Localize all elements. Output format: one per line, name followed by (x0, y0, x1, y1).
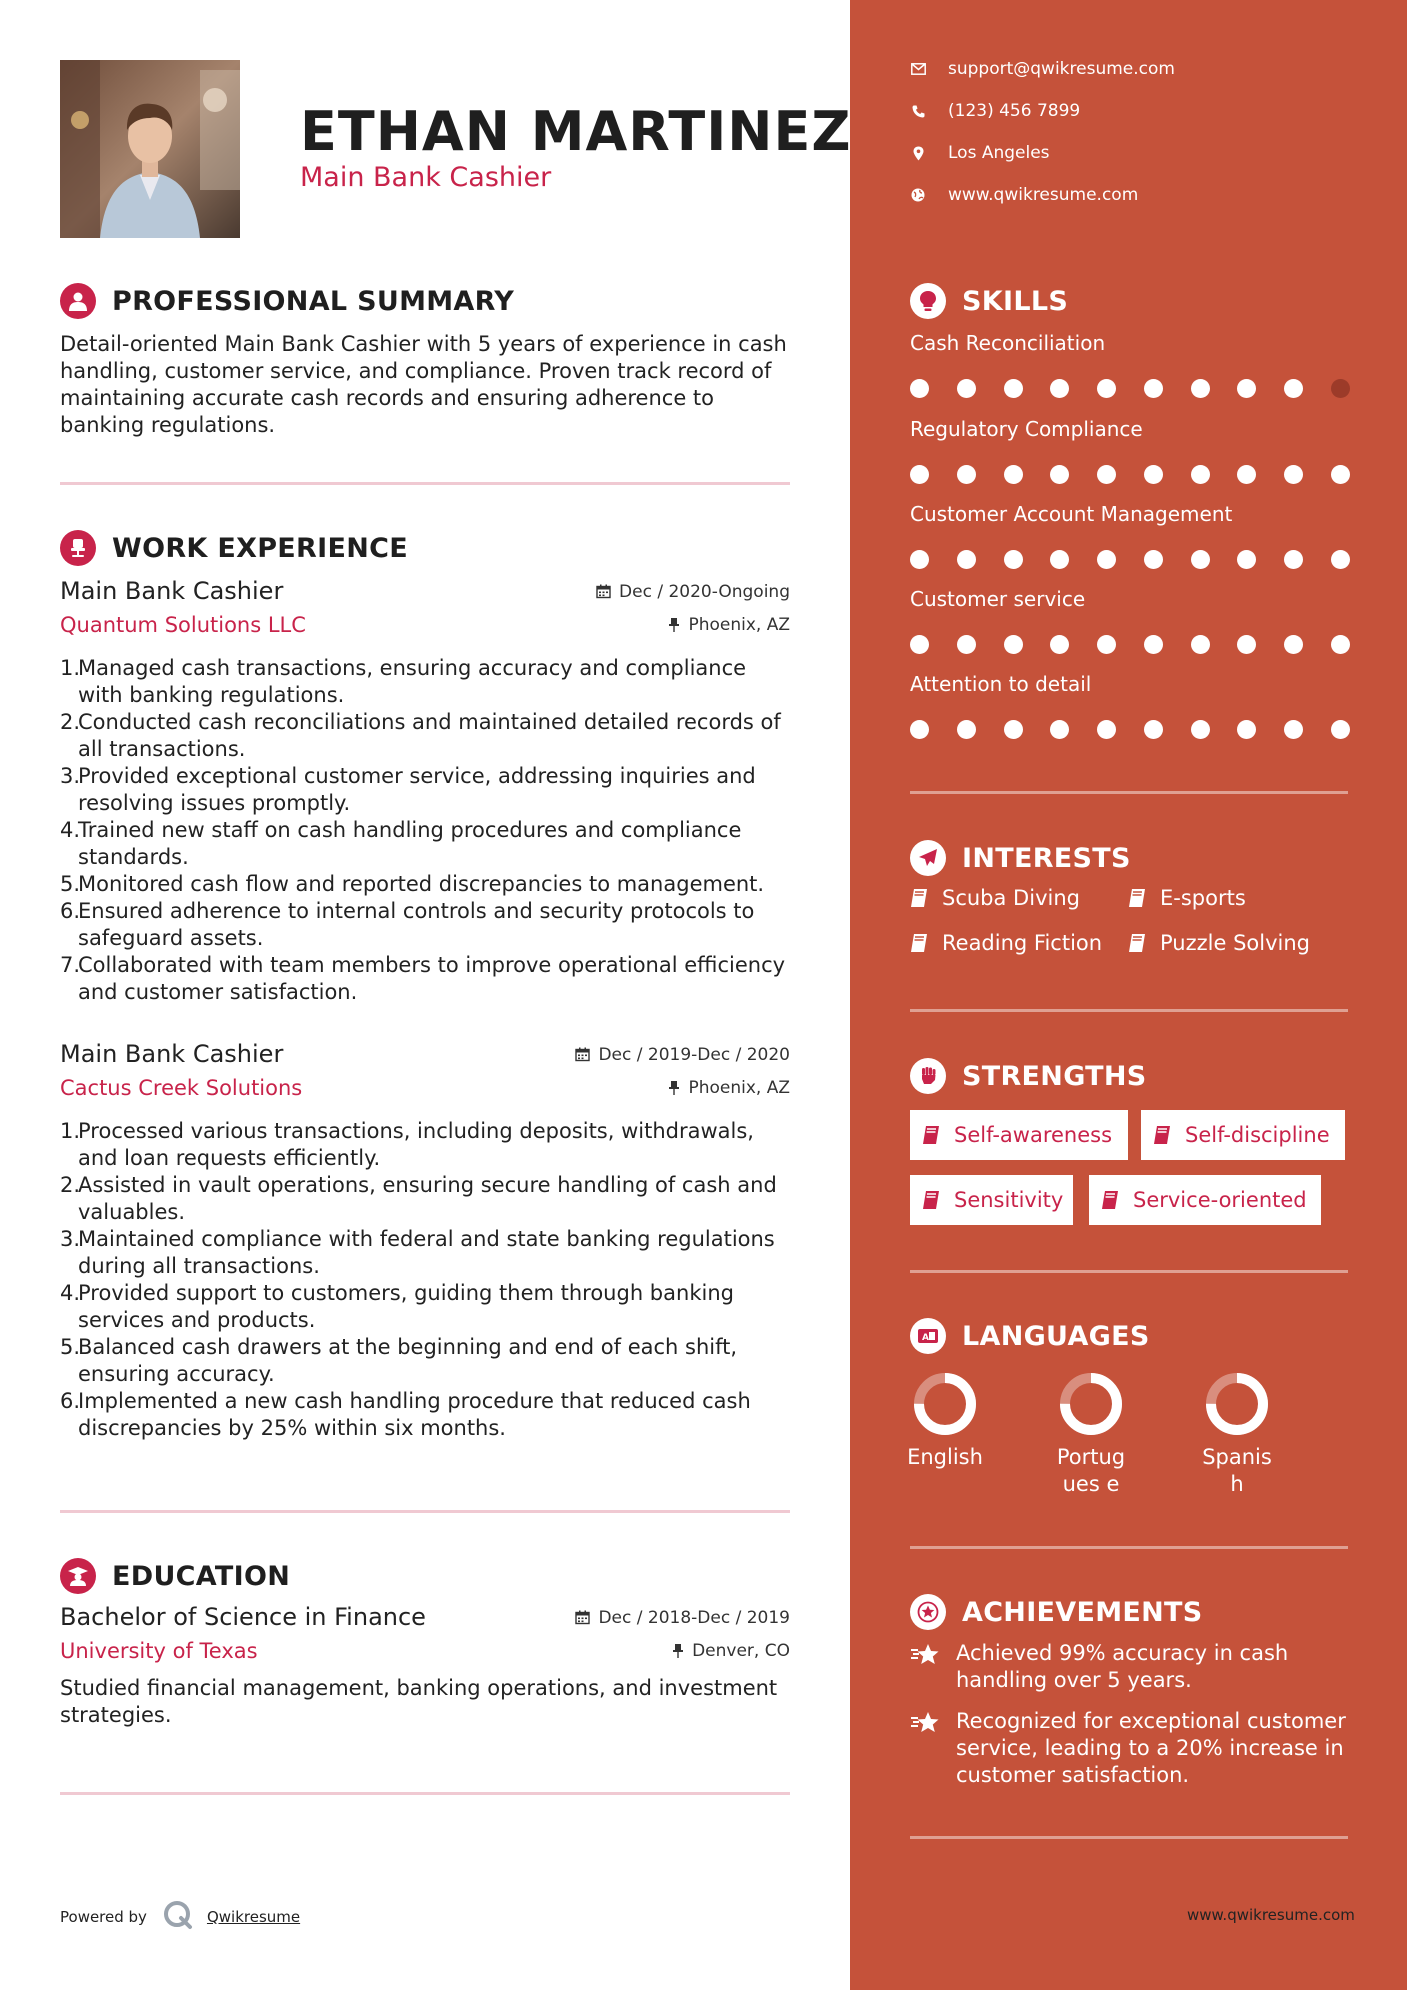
candidate-title: Main Bank Cashier (300, 162, 552, 193)
duty-text: Balanced cash drawers at the beginning and end of each shift, ensuring accuracy. (78, 1335, 738, 1386)
interest-item (910, 931, 1102, 955)
interest-label: Scuba Diving (942, 886, 1080, 910)
strengths-heading (910, 1058, 1147, 1094)
duty-item (60, 817, 790, 871)
language-level-gauge (913, 1372, 977, 1436)
job-title: Main Bank Cashier (60, 577, 284, 605)
book-icon (1153, 1125, 1171, 1145)
calendar-icon (575, 1047, 590, 1062)
job-dates (575, 1045, 790, 1065)
rating-dot-filled (1097, 550, 1116, 569)
rating-dot-filled (1097, 465, 1116, 484)
svg-text:A: A (922, 1333, 929, 1343)
graduate-icon (60, 1558, 96, 1594)
duty-item (60, 871, 790, 898)
duty-item (60, 952, 790, 1006)
strengths-title: STRENGTHS (962, 1060, 1147, 1092)
strength-label: Self-awareness (954, 1123, 1113, 1147)
duty-text: Assisted in vault operations, ensuring secure handling of cash and valuables. (78, 1173, 777, 1224)
skill-label: Regulatory Compliance (910, 417, 1143, 441)
duty-number: 5. (60, 1335, 81, 1359)
rating-dot-filled (910, 635, 929, 654)
achievement-text: Achieved 99% accuracy in cash handling over 5 years. (956, 1641, 1289, 1692)
duty-text: Collaborated with team members to improve operational efficiency and customer satisfaction. (78, 953, 786, 1004)
education-location (672, 1641, 790, 1661)
duty-item (60, 1118, 790, 1172)
duty-text: Conducted cash reconciliations and maintained detailed records of all transactions. (78, 710, 781, 761)
qwikresume-link[interactable]: Qwikresume (206, 1908, 301, 1926)
experience-title: WORK EXPERIENCE (112, 532, 408, 564)
language-item (1177, 1372, 1297, 1498)
translate-icon (910, 1318, 946, 1354)
footer-powered (60, 1900, 300, 1934)
school: University of Texas (60, 1639, 258, 1663)
job-location (668, 615, 790, 635)
envelope-icon (910, 63, 926, 75)
rating-dot-filled (1144, 465, 1163, 484)
rating-dot-filled (1284, 550, 1303, 569)
duty-text: Monitored cash flow and reported discrepancies to management. (78, 872, 765, 896)
job-location (668, 1078, 790, 1098)
duty-item (60, 709, 790, 763)
strength-tag (1089, 1175, 1321, 1225)
duty-text: Provided exceptional customer service, addressing inquiries and resolving issues promptly. (78, 764, 756, 815)
pin-icon (668, 1080, 680, 1095)
rating-dot-filled (910, 720, 929, 739)
rating-dot-filled (1097, 379, 1116, 398)
strength-tag (910, 1175, 1073, 1225)
language-level-gauge (1205, 1372, 1269, 1436)
rating-dot-filled (1191, 720, 1210, 739)
duty-number: 3. (60, 764, 81, 788)
education-dates-text: Dec / 2018-Dec / 2019 (598, 1607, 790, 1628)
achievement-item (910, 1640, 1350, 1694)
job-location-text: Phoenix, AZ (688, 1077, 790, 1098)
skill-label: Customer service (910, 587, 1086, 611)
duty-number: 3. (60, 1227, 81, 1251)
duty-number: 5. (60, 872, 81, 896)
skill-rating (910, 720, 1350, 739)
rating-dot-filled (1097, 720, 1116, 739)
duty-item (60, 763, 790, 817)
rating-dot-filled (1191, 465, 1210, 484)
duty-item (60, 1280, 790, 1334)
duty-item (60, 1226, 790, 1280)
duty-item (60, 1172, 790, 1226)
job-duties (60, 1118, 790, 1442)
rating-dot-filled (910, 379, 929, 398)
interests-heading (910, 840, 1131, 876)
rating-dot-filled (1050, 465, 1069, 484)
pin-icon (672, 1643, 684, 1658)
trophy-star-icon (910, 1710, 942, 1740)
calendar-icon (575, 1610, 590, 1625)
job-company: Cactus Creek Solutions (60, 1076, 303, 1100)
user-icon (60, 283, 96, 319)
profile-photo (60, 60, 240, 238)
language-level-gauge (1059, 1372, 1123, 1436)
interest-label: E-sports (1160, 886, 1246, 910)
education-dates (575, 1608, 790, 1628)
paper-plane-icon (910, 840, 946, 876)
book-icon (910, 888, 928, 908)
book-icon (1128, 933, 1146, 953)
fist-icon (910, 1058, 946, 1094)
job-company: Quantum Solutions LLC (60, 613, 306, 637)
rating-dot-filled (1284, 720, 1303, 739)
skill-rating (910, 635, 1350, 654)
qwikresume-logo-icon (163, 1900, 193, 1934)
skill-rating (910, 379, 1350, 398)
skill-label: Attention to detail (910, 672, 1092, 696)
book-icon (910, 933, 928, 953)
rating-dot-filled (1237, 465, 1256, 484)
job-dates (596, 582, 790, 602)
location-text: Los Angeles (948, 143, 1050, 163)
book-icon (922, 1125, 940, 1145)
rating-dot-filled (1050, 635, 1069, 654)
powered-by-label: Powered by (60, 1908, 147, 1926)
rating-dot-filled (957, 720, 976, 739)
divider (60, 1792, 790, 1795)
rating-dot-filled (1004, 379, 1023, 398)
duty-number: 6. (60, 1389, 81, 1413)
strength-label: Service-oriented (1133, 1188, 1307, 1212)
rating-dot-filled (1237, 635, 1256, 654)
duty-text: Implemented a new cash handling procedure that reduced cash discrepancies by 25% within six months. (78, 1389, 751, 1440)
interest-label: Puzzle Solving (1160, 931, 1310, 955)
phone-icon (910, 105, 926, 118)
skill-label: Customer Account Management (910, 502, 1233, 526)
skills-heading (910, 283, 1068, 319)
contact-website (910, 185, 1138, 205)
rating-dot-filled (1144, 550, 1163, 569)
rating-dot-filled (1144, 379, 1163, 398)
rating-dot-filled (957, 550, 976, 569)
interest-item (1128, 886, 1246, 910)
divider (910, 1270, 1348, 1273)
job-entry (60, 577, 790, 1006)
rating-dot-filled (1050, 379, 1069, 398)
duty-number: 1. (60, 1119, 81, 1143)
job-dates-text: Dec / 2019-Dec / 2020 (598, 1044, 790, 1065)
trophy-star-icon (910, 1642, 942, 1672)
rating-dot-filled (910, 550, 929, 569)
lightbulb-icon (910, 283, 946, 319)
achievement-item (910, 1708, 1350, 1789)
rating-dot-empty (1331, 379, 1350, 398)
contact-phone (910, 101, 1080, 121)
divider (60, 1510, 790, 1513)
rating-dot-filled (957, 379, 976, 398)
candidate-name: ETHAN MARTINEZ (300, 100, 852, 163)
duty-number: 2. (60, 710, 81, 734)
rating-dot-filled (1237, 379, 1256, 398)
rating-dot-filled (1331, 720, 1350, 739)
rating-dot-filled (1284, 465, 1303, 484)
duty-number: 4. (60, 818, 81, 842)
rating-dot-filled (1331, 550, 1350, 569)
briefcase-chair-icon (60, 530, 96, 566)
pin-icon (668, 617, 680, 632)
achievements-heading (910, 1594, 1203, 1630)
interest-label: Reading Fiction (942, 931, 1103, 955)
rating-dot-filled (957, 635, 976, 654)
rating-dot-filled (1144, 635, 1163, 654)
strength-label: Sensitivity (954, 1188, 1064, 1212)
summary-heading (60, 283, 514, 319)
duty-item (60, 898, 790, 952)
duty-number: 6. (60, 899, 81, 923)
award-star-icon (910, 1594, 946, 1630)
footer-site[interactable]: www.qwikresume.com (1187, 1906, 1355, 1924)
calendar-icon (596, 584, 611, 599)
interest-item (1128, 931, 1310, 955)
phone-text: (123) 456 7899 (948, 101, 1081, 121)
duty-item (60, 1388, 790, 1442)
experience-heading (60, 530, 408, 566)
rating-dot-filled (1237, 550, 1256, 569)
duty-item (60, 655, 790, 709)
interests-title: INTERESTS (962, 842, 1131, 874)
divider (910, 1009, 1348, 1012)
book-icon (922, 1190, 940, 1210)
languages-heading (910, 1318, 1150, 1354)
rating-dot-filled (1331, 465, 1350, 484)
rating-dot-filled (957, 465, 976, 484)
contact-email (910, 59, 1175, 79)
interest-item (910, 886, 1080, 910)
contact-location (910, 143, 1050, 163)
skills-title: SKILLS (962, 285, 1069, 317)
divider (60, 482, 790, 485)
strength-label: Self-discipline (1185, 1123, 1330, 1147)
website-text[interactable]: www.qwikresume.com (948, 185, 1139, 205)
rating-dot-filled (1050, 720, 1069, 739)
globe-icon (910, 188, 926, 202)
duty-text: Provided support to customers, guiding them through banking services and products. (78, 1281, 734, 1332)
duty-number: 2. (60, 1173, 81, 1197)
achievements-title: ACHIEVEMENTS (962, 1596, 1203, 1628)
divider (910, 1836, 1348, 1839)
divider (910, 791, 1348, 794)
job-duties (60, 655, 790, 1006)
achievement-text: Recognized for exceptional customer service, leading to a 20% increase in customer satisfaction. (956, 1709, 1346, 1787)
language-name: Spanish (1202, 1445, 1272, 1496)
strength-tag (1141, 1110, 1345, 1160)
skill-label: Cash Reconciliation (910, 331, 1106, 355)
language-name: English (907, 1445, 983, 1469)
email-text[interactable]: support@qwikresume.com (948, 59, 1175, 79)
duty-text: Maintained compliance with federal and state banking regulations during all transactions. (78, 1227, 775, 1278)
duty-text: Ensured adherence to internal controls and security protocols to safeguard assets. (78, 899, 755, 950)
rating-dot-filled (1284, 635, 1303, 654)
rating-dot-filled (1050, 550, 1069, 569)
book-icon (1101, 1190, 1119, 1210)
map-pin-icon (910, 146, 926, 161)
duty-number: 7. (60, 953, 81, 977)
education-entry (60, 1603, 790, 1729)
languages-title: LANGUAGES (962, 1320, 1150, 1352)
job-location-text: Phoenix, AZ (688, 614, 790, 635)
job-title: Main Bank Cashier (60, 1040, 284, 1068)
rating-dot-filled (1144, 720, 1163, 739)
language-item (1031, 1372, 1151, 1498)
language-name: Portugues e (1056, 1445, 1126, 1496)
rating-dot-filled (910, 465, 929, 484)
rating-dot-filled (1237, 720, 1256, 739)
rating-dot-filled (1191, 550, 1210, 569)
duty-text: Trained new staff on cash handling procedures and compliance standards. (78, 818, 742, 869)
rating-dot-filled (1004, 635, 1023, 654)
duty-text: Managed cash transactions, ensuring accuracy and compliance with banking regulations. (78, 656, 747, 707)
duty-number: 4. (60, 1281, 81, 1305)
summary-text: Detail-oriented Main Bank Cashier with 5 years of experience in cash handling, customer service, and compliance. Proven track record of maintaining accurate cash records and ensuring adherence to banking regulations. (60, 332, 787, 437)
language-item (885, 1372, 1005, 1471)
duty-number: 1. (60, 656, 81, 680)
rating-dot-filled (1284, 379, 1303, 398)
rating-dot-filled (1004, 465, 1023, 484)
rating-dot-filled (1191, 635, 1210, 654)
education-location-text: Denver, CO (692, 1640, 790, 1661)
education-title: EDUCATION (112, 1560, 291, 1592)
rating-dot-filled (1331, 635, 1350, 654)
skill-rating (910, 550, 1350, 569)
skill-rating (910, 465, 1350, 484)
rating-dot-filled (1097, 635, 1116, 654)
education-description: Studied financial management, banking operations, and investment strategies. (60, 1676, 778, 1727)
rating-dot-filled (1004, 550, 1023, 569)
duty-text: Processed various transactions, including deposits, withdrawals, and loan requests efficiently. (78, 1119, 754, 1170)
rating-dot-filled (1191, 379, 1210, 398)
job-entry (60, 1040, 790, 1442)
book-icon (1128, 888, 1146, 908)
strength-tag (910, 1110, 1128, 1160)
duty-item (60, 1334, 790, 1388)
rating-dot-filled (1004, 720, 1023, 739)
education-heading (60, 1558, 290, 1594)
summary-title: PROFESSIONAL SUMMARY (112, 285, 515, 317)
divider (910, 1546, 1348, 1549)
degree: Bachelor of Science in Finance (60, 1603, 426, 1631)
job-dates-text: Dec / 2020-Ongoing (619, 581, 790, 602)
